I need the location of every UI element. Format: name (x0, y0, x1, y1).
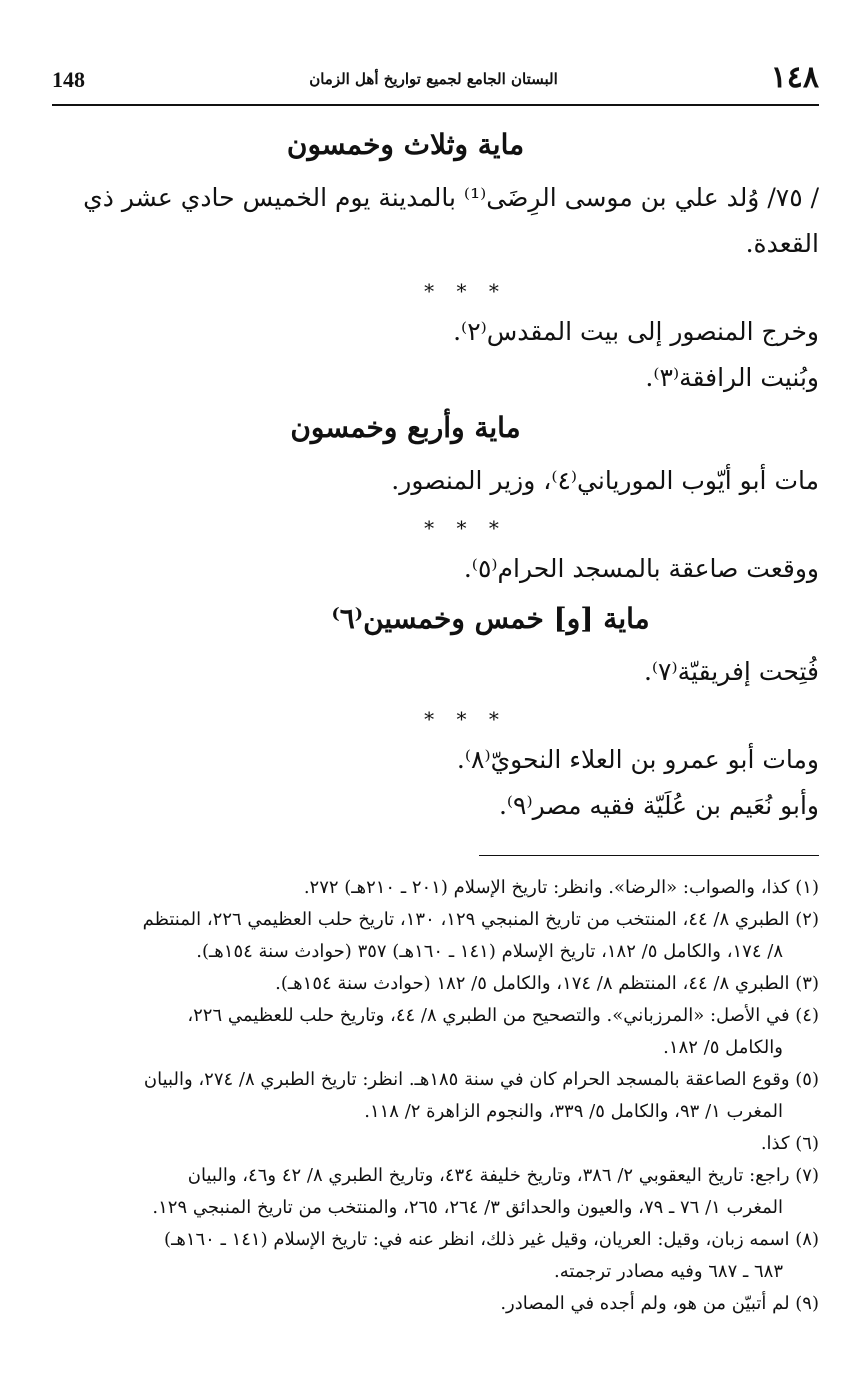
entry-line: مات أبو أيّوب المورياني⁽٤⁾، وزير المنصور. (391, 466, 819, 495)
page-number-latin: 148 (52, 67, 85, 92)
footnote-1: (١) كذا، والصواب: «الرضا». وانظر: تاريخ الإسلام (٢٠١ ـ ٢١٠هـ) ٢٧٢. (303, 877, 819, 898)
footnote-5-continuation: المغرب ١/ ٩٣، والكامل ٥/ ٣٣٩، والنجوم الزاهرة ٢/ ١١٨. (364, 1101, 783, 1122)
footnote-2: (٢) الطبري ٨/ ٤٤، المنتخب من تاريخ المنبجي ١٢٩، ١٣٠، تاريخ حلب العظيمي ٢٢٦، المنتظم (142, 909, 819, 930)
footnote-3: (٣) الطبري ٨/ ٤٤، المنتظم ٨/ ١٧٤، والكامل ٥/ ١٨٢ (حوادث سنة ١٥٤هـ). (275, 973, 819, 994)
section-separator-stars: * * * (424, 707, 507, 731)
year-heading-153: ماية وثلاث وخمسون (286, 128, 525, 161)
footnote-8-continuation: ٦٨٣ ـ ٦٨٧ وفيه مصادر ترجمته. (553, 1261, 783, 1282)
running-title: البستان الجامع لجميع تواريخ أهل الزمان (309, 70, 558, 88)
footnote-4-continuation: والكامل ٥/ ١٨٢. (663, 1037, 783, 1058)
footnote-5: (٥) وقوع الصاعقة بالمسجد الحرام كان في سنة ١٨٥هـ. انظر: تاريخ الطبري ٨/ ٢٧٤، والبيان (143, 1069, 819, 1090)
main-text (52, 128, 819, 829)
entry-line: وخرج المنصور إلى بيت المقدس⁽٢⁾. (453, 317, 819, 346)
footnotes (52, 872, 819, 1320)
entry-line: وبُنيت الرافقة⁽٣⁾. (645, 363, 819, 392)
page-number-arabic: ١٤٨ (770, 60, 819, 95)
footnote-separator (479, 855, 819, 856)
entry-line: القعدة. (745, 229, 819, 258)
footnote-4: (٤) في الأصل: «المرزباني». والتصحيح من الطبري ٨/ ٤٤، وتاريخ حلب للعظيمي ٢٢٦، (187, 1005, 819, 1026)
section-separator-stars: * * * (424, 516, 507, 540)
entry-line: / ٧٥/ وُلد علي بن موسى الرِضَى⁽¹⁾ بالمدينة يوم الخميس حادي عشر ذي (83, 183, 819, 212)
footnote-2-continuation: ٨/ ١٧٤، والكامل ٥/ ١٨٢، تاريخ الإسلام (١٤١ ـ ١٦٠هـ) ٣٥٧ (حوادث سنة ١٥٤هـ). (196, 941, 783, 962)
footnote-9: (٩) لم أتبيّن من هو، ولم أجده في المصادر. (500, 1293, 819, 1314)
footnote-7: (٧) راجع: تاريخ اليعقوبي ٢/ ٣٨٦، وتاريخ خليفة ٤٣٤، وتاريخ الطبري ٨/ ٤٢ و٤٦، والبيان (187, 1165, 819, 1186)
entry-line: ووقعت صاعقة بالمسجد الحرام⁽٥⁾. (463, 554, 819, 583)
year-heading-154: ماية وأربع وخمسون (290, 411, 521, 444)
footnote-6: (٦) كذا. (760, 1133, 819, 1154)
year-heading-155: ماية [و] خمس وخمسين⁽٦⁾ (331, 602, 650, 635)
footnote-8: (٨) اسمه زبان، وقيل: العريان، وقيل غير ذلك، انظر عنه في: تاريخ الإسلام (١٤١ ـ ١٦٠هـ) (164, 1229, 819, 1250)
entry-line: وأبو نُعَيم بن عُلَيّة فقيه مصر⁽٩⁾. (498, 791, 819, 820)
section-separator-stars: * * * (424, 279, 507, 303)
entry-line: فُتِحت إفريقيّة⁽٧⁾. (643, 657, 819, 686)
footnote-7-continuation: المغرب ١/ ٧٦ ـ ٧٩، والعيون والحدائق ٣/ ٢٦٤، ٢٦٥، والمنتخب من تاريخ المنبجي ١٢٩. (152, 1197, 783, 1218)
entry-line: ومات أبو عمرو بن العلاء النحويّ⁽٨⁾. (456, 745, 819, 774)
